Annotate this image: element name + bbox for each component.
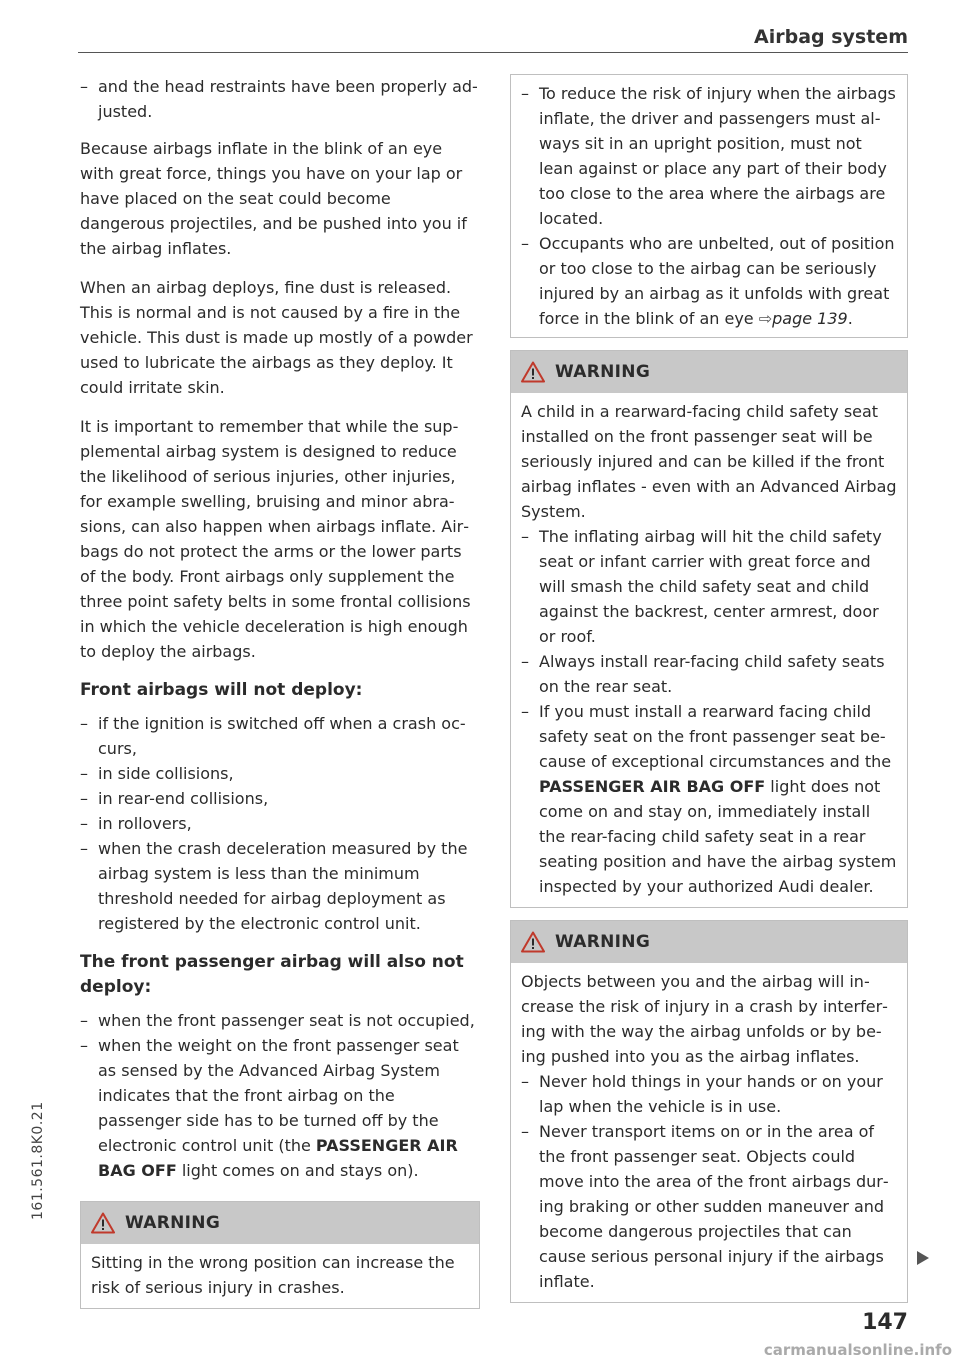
header-rule [78, 52, 908, 53]
warning-label: WARNING [125, 1213, 221, 1233]
warning-triangle-icon [521, 361, 545, 383]
list-item: – in rollovers, [80, 811, 480, 836]
warning-box [510, 350, 908, 908]
warning-header [511, 921, 907, 963]
warning-text: Objects between you and the airbag will increase the risk of injury in a crash by interfering with the way the airbag unfolds or by being pushed into you as the airbag inflates. [521, 972, 888, 1066]
warning-text: Sitting in the wrong position can increase the risk of serious injury in crashes. [91, 1253, 455, 1297]
warning-triangle-icon [91, 1212, 115, 1234]
list-item: – Always install rear-facing child safety seats on the rear seat. [521, 649, 897, 699]
page-number: 147 [862, 1310, 908, 1335]
list-item: – when the crash deceleration measured by the airbag system is less than the minimum threshold needed for airbag deployment as registered by the electronic control unit. [80, 836, 480, 936]
warning-box [80, 1201, 480, 1309]
continued-list [80, 74, 480, 124]
document-code: 161.561.8K0.21 [30, 1101, 46, 1220]
subheading-passenger-airbag: The front passenger airbag will also not deploy: [80, 952, 464, 997]
list-item: – when the front passenger seat is not occupied, [80, 1008, 480, 1033]
continue-arrow-icon [916, 1250, 930, 1266]
note-box [510, 74, 908, 338]
warning-list [521, 524, 897, 899]
left-column [80, 74, 480, 1309]
warning-box [510, 920, 908, 1303]
list-item: – when the weight on the front passenger seat as sensed by the Advanced Airbag System indicates that the front airbag on the passenger side has to be turned off by the electronic control unit (the PASSENGER AIR BAG OFF light comes on and stays on). [80, 1033, 480, 1183]
right-column [510, 74, 908, 1303]
passenger-airbag-list [80, 1008, 480, 1183]
warning-list [521, 1069, 897, 1294]
note-list [521, 81, 897, 331]
warning-header [511, 351, 907, 393]
subheading-front-airbags: Front airbags will not deploy: [80, 680, 363, 700]
section-title: Airbag system [754, 26, 908, 48]
list-item: – Occupants who are unbelted, out of position or too close to the airbag can be seriously injured by an airbag as it unfolds with great force in the blink of an eye ⇨page 139. [521, 231, 897, 331]
list-item: – Never hold things in your hands or on your lap when the vehicle is in use. [521, 1069, 897, 1119]
indicator-label: PASSENGER AIR BAG OFF [539, 777, 766, 796]
list-item: – To reduce the risk of injury when the airbags inflate, the driver and passengers must always sit in an upright position, must not lean against or place any part of their body too close to the area where the airbags are located. [521, 81, 897, 231]
paragraph: Because airbags inflate in the blink of an eye with great force, things you have on your lap or have placed on the seat could become dangerous projectiles, and be pushed into you if the airbag inflates. [80, 139, 467, 258]
front-airbags-list [80, 711, 480, 936]
list-item: – The inflating airbag will hit the child safety seat or infant carrier with great force and will smash the child safety seat and child against the backrest, center armrest, door or roof. [521, 524, 897, 649]
page-reference-link[interactable]: page 139 [772, 309, 848, 328]
paragraph: It is important to remember that while the supplemental airbag system is designed to reduce the likelihood of serious injuries, other injuries, for example swelling, bruising and minor abrasions, can also happen when airbags inflate. Airbags do not protect the arms or the lower parts of the body. Front airbags only supplement the three point safety belts in some frontal collisions in which the vehicle deceleration is high enough to deploy the airbags. [80, 417, 471, 661]
list-item: – in side collisions, [80, 761, 480, 786]
page-ref-arrow-icon: ⇨ [758, 309, 773, 328]
indicator-label: PASSENGER AIR BAG OFF [98, 1136, 458, 1180]
warning-label: WARNING [555, 932, 651, 952]
list-item: – in rear-end collisions, [80, 786, 480, 811]
list-item: – and the head restraints have been properly adjusted. [80, 74, 480, 124]
paragraph: When an airbag deploys, fine dust is released. This is normal and is not caused by a fire in the vehicle. This dust is made up mostly of a powder used to lubricate the airbags as they deploy. It could irritate skin. [80, 278, 473, 397]
list-item: – If you must install a rearward facing child safety seat on the front passenger seat because of exceptional circumstances and the PASSENGER AIR BAG OFF light does not come on and stay on, immediately install the rear-facing child safety seat in a rear seating position and have the airbag system inspected by your authorized Audi dealer. [521, 699, 897, 899]
warning-text: A child in a rearward-facing child safety seat installed on the front passenger seat will be seriously injured and can be killed if the front airbag inflates - even with an Advanced Airbag System. [521, 402, 897, 521]
list-item: – if the ignition is switched off when a crash occurs, [80, 711, 480, 761]
warning-triangle-icon [521, 931, 545, 953]
watermark: carmanualsonline.info [763, 1341, 952, 1359]
warning-label: WARNING [555, 362, 651, 382]
warning-header [81, 1202, 479, 1244]
list-item: – Never transport items on or in the area of the front passenger seat. Objects could move into the area of the front airbags during braking or other sudden maneuver and become dangerous projectiles that can cause serious personal injury if the airbags inflate. [521, 1119, 897, 1294]
